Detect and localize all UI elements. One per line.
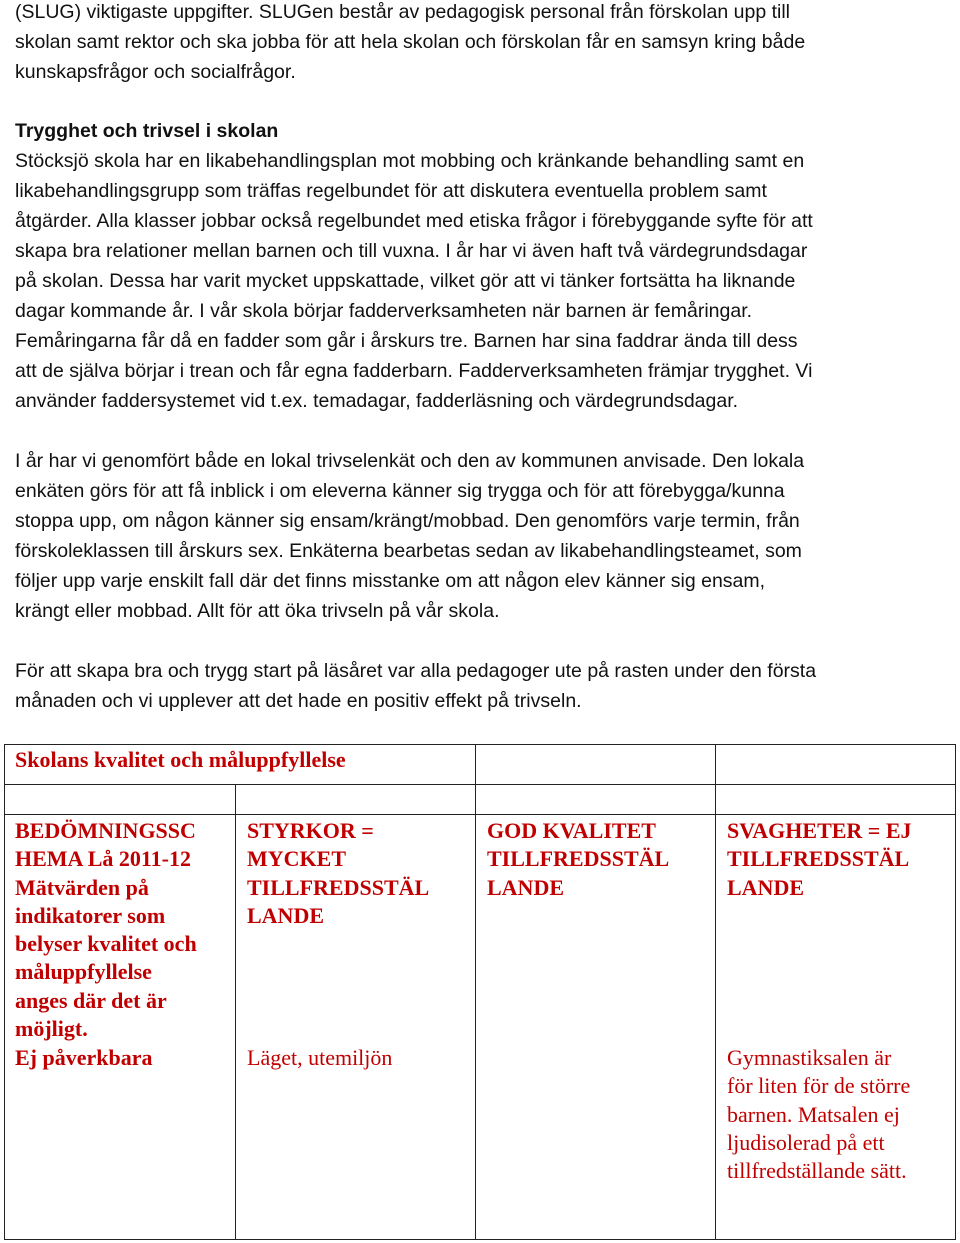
text-line: Stöcksjö skola har en likabehandlingsplan mot mobbing och kränkande behandling samt en xyxy=(15,150,805,172)
table-border xyxy=(4,784,956,785)
trivselenkat-paragraph xyxy=(15,446,950,626)
text-line: stoppa upp, om någon känner sig ensam/krängt/mobbad. Den genomförs varje termin, från xyxy=(15,510,800,532)
table-border xyxy=(715,784,716,1240)
header-line: TILLFREDSSTÄL xyxy=(487,846,670,872)
intro-paragraph xyxy=(15,0,950,87)
header-line: LANDE xyxy=(247,902,325,928)
header-line: STYRKOR = xyxy=(247,818,374,843)
row-label-ej-paverkbara: Ej påverkbara xyxy=(15,1045,153,1070)
table-border xyxy=(475,784,476,1240)
text-line: åtgärder. Alla klasser jobbar också regelbundet med etiska frågor i förebyggande syfte för att xyxy=(15,210,813,232)
text-line: enkäten görs för att få inblick i om eleverna känner sig trygga och för att förebygga/kunna xyxy=(15,480,785,502)
text-line: likabehandlingsgrupp som träffas regelbundet för att diskutera eventuella problem samt xyxy=(15,180,767,202)
text-line: kunskapsfrågor och socialfrågor. xyxy=(15,61,296,83)
text-line: skolan samt rektor och ska jobba för att hela skolan och förskolan får en samsyn kring både xyxy=(15,31,806,53)
text-line: krängt eller mobbad. Allt för att öka trivseln på vår skola. xyxy=(15,600,500,622)
header-svagheter xyxy=(727,817,912,902)
cell-line: ljudisolerad på ett xyxy=(727,1129,885,1155)
text-line: skapa bra relationer mellan barnen och till vuxna. I år har vi även haft två värdegrundsdagar xyxy=(15,240,808,262)
header-styrkor xyxy=(247,817,429,930)
text-line: följer upp varje enskilt fall där det finns misstanke om att någon elev känner sig ensam, xyxy=(15,570,766,592)
header-line: belyser kvalitet och xyxy=(15,931,197,957)
header-line: SVAGHETER = EJ xyxy=(727,818,912,843)
header-line: möjligt. xyxy=(15,1016,88,1042)
cell-line: Gymnastiksalen är xyxy=(727,1045,892,1070)
header-line: HEMA Lå 2011-12 xyxy=(15,846,192,872)
table-border xyxy=(955,744,956,1240)
row-cell-styrkor: Läget, utemiljön xyxy=(247,1045,393,1070)
header-line: indikatorer som xyxy=(15,902,166,928)
text-line: månaden och vi upplever att det hade en positiv effekt på trivseln. xyxy=(15,690,582,712)
text-line: dagar kommande år. I vår skola börjar fadderverksamheten när barnen är femåringar. xyxy=(15,300,753,322)
header-line: anges där det är xyxy=(15,987,167,1013)
header-line: MYCKET xyxy=(247,846,346,872)
section-heading: Trygghet och trivsel i skolan xyxy=(15,120,279,142)
cell-line: barnen. Matsalen ej xyxy=(727,1101,900,1127)
text-line: förskoleklassen till årskurs sex. Enkäterna bearbetas sedan av likabehandlingsteamet, som xyxy=(15,540,802,562)
header-line: TILLFREDSSTÄL xyxy=(247,874,430,900)
header-line: Mätvärden på xyxy=(15,874,149,900)
text-line: (SLUG) viktigaste uppgifter. SLUGen består av pedagogisk personal från förskolan upp till xyxy=(15,1,791,23)
header-line: måluppfyllelse xyxy=(15,959,152,985)
table-border xyxy=(235,784,236,1240)
text-line: Femåringarna får då en fadder som går i årskurs tre. Barnen har sina faddrar ända till dess xyxy=(15,330,798,352)
header-line: BEDÖMNINGSSC xyxy=(15,818,196,843)
text-line: För att skapa bra och trygg start på läsåret var alla pedagoger ute på rasten under den första xyxy=(15,660,817,682)
text-line: I år har vi genomfört både en lokal trivselenkät och den av kommunen anvisade. Den lokala xyxy=(15,450,805,472)
text-line: att de själva börjar i trean och får egna fadderbarn. Fadderverksamheten främjar trygghet. Vi xyxy=(15,360,813,382)
header-god-kvalitet xyxy=(487,817,669,902)
cell-line: tillfredställande sätt. xyxy=(727,1158,907,1184)
text-line: på skolan. Dessa har varit mycket uppskattade, vilket gör att vi tänker fortsätta ha liknande xyxy=(15,270,796,292)
quality-table xyxy=(4,744,956,1240)
header-line: GOD KVALITET xyxy=(487,818,656,843)
header-line: TILLFREDSSTÄL xyxy=(727,846,910,872)
table-border xyxy=(4,744,5,1240)
row-cell-svagheter xyxy=(727,1044,910,1185)
header-bedomningsschema xyxy=(15,817,197,1043)
table-border xyxy=(4,814,956,815)
table-border xyxy=(4,744,956,745)
table-title: Skolans kvalitet och måluppfyllelse xyxy=(15,747,346,772)
trygghet-section xyxy=(15,116,950,416)
header-line: LANDE xyxy=(487,874,565,900)
table-border xyxy=(4,1239,956,1240)
text-line: använder faddersystemet vid t.ex. temadagar, fadderläsning och värdegrundsdagar. xyxy=(15,390,739,412)
header-line: LANDE xyxy=(727,874,805,900)
start-paragraph xyxy=(15,656,950,716)
cell-line: för liten för de större xyxy=(727,1073,911,1099)
